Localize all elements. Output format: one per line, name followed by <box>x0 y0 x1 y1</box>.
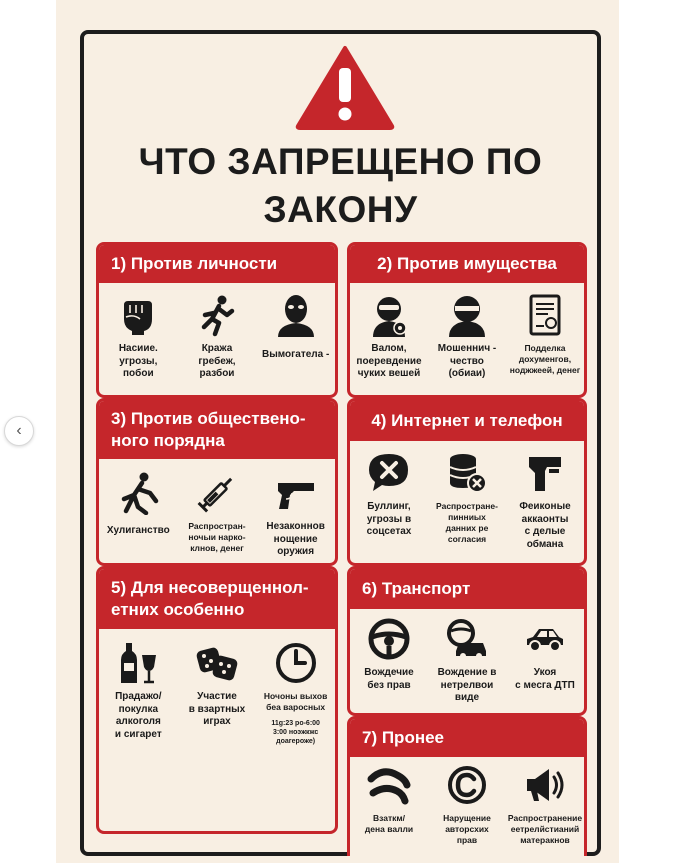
item-illegal-weapons <box>257 471 335 559</box>
item-drug-distribution <box>178 471 256 559</box>
hand-bribe-icon <box>367 763 411 807</box>
item-label: Валом, поеревдение чуких вешей <box>356 343 422 379</box>
database-x-icon <box>445 451 489 495</box>
item-label: Распростран- ночыи нарко- клнов, денег <box>188 521 246 553</box>
section-header: 7) Пронее <box>350 719 584 757</box>
item-label: Мошеннич - чество (обиаи) <box>437 343 497 379</box>
item-hooliganism <box>99 471 177 559</box>
card-transport <box>347 566 587 716</box>
item-forgery <box>506 293 583 381</box>
item-gambling <box>178 641 256 746</box>
syringe-icon <box>195 471 239 515</box>
item-robbery <box>350 293 427 381</box>
warning-triangle-icon <box>295 44 395 130</box>
section-header: 6) Транспорт <box>350 569 584 609</box>
item-driving-without-license <box>350 617 427 705</box>
item-label: Вымогатела - <box>261 349 330 360</box>
carousel-prev-button[interactable] <box>4 416 34 446</box>
item-drunk-driving <box>428 617 505 705</box>
section-header: 4) Интернет и телефон <box>350 401 584 441</box>
forged-document-icon <box>523 293 567 337</box>
clock-icon <box>274 641 318 685</box>
item-label: Кража гребеж, разбои <box>198 343 236 379</box>
item-label: Незаконнов нощение оружия <box>266 521 325 557</box>
section-header: 3) Против обществено- ного порядна <box>99 401 335 459</box>
card-other <box>347 716 587 856</box>
item-fraud <box>428 293 505 381</box>
section-header: 2) Против имущества <box>350 245 584 283</box>
ninja-icon <box>445 293 489 337</box>
item-label: Ночоны выхов беа варосных <box>263 691 328 712</box>
item-label: Буллинг, угрозы в соцсетах <box>366 501 412 537</box>
card-against-property <box>347 242 587 398</box>
running-person-icon <box>195 293 239 337</box>
card-against-person <box>96 242 338 398</box>
curfew-hours-note: 11g:23 po-6:00 3:00 ноэжкжс доагероже) <box>271 720 320 745</box>
speech-bubble-x-icon <box>367 451 411 495</box>
poster-title: ЧТО ЗАПРЕЩЕНО ПО ЗАКОНУ <box>138 141 543 230</box>
falling-person-icon <box>116 471 160 515</box>
item-label: Распространение еетрелйстианий матеракнов <box>507 813 583 845</box>
item-alcohol-sales <box>99 641 177 746</box>
steering-wheel-icon <box>367 617 411 661</box>
item-label: Феиконые аккаонты с делые обмана <box>519 501 571 550</box>
item-fake-accounts <box>506 451 583 551</box>
copyright-icon <box>445 763 489 807</box>
drunk-driving-icon <box>445 617 489 661</box>
card-minors <box>96 566 338 834</box>
item-bribery <box>350 763 427 846</box>
item-label: Укоя с месга ДТП <box>515 667 575 691</box>
item-label: Хулиганство <box>106 525 170 536</box>
gun-icon <box>523 451 567 495</box>
card-public-order <box>96 398 338 566</box>
item-extortion <box>257 293 335 381</box>
item-label: Взаткм/ дена валли <box>364 813 414 834</box>
poster <box>56 0 619 863</box>
pistol-icon <box>274 471 318 515</box>
item-violence <box>99 293 177 381</box>
megaphone-icon <box>523 763 567 807</box>
chevron-left-icon: ‹ <box>16 422 22 439</box>
item-extremist-materials <box>506 763 583 846</box>
item-theft <box>178 293 256 381</box>
item-label: Распростране- пинниых данних ре согласия <box>436 501 498 544</box>
fist-icon <box>116 293 160 337</box>
item-night-curfew <box>257 641 335 746</box>
section-header: 1) Против личности <box>99 245 335 283</box>
dice-icon <box>195 641 239 685</box>
item-label: Насиие. угрозы, побои <box>118 343 158 379</box>
item-label: Вождечие без прав <box>364 667 414 691</box>
item-data-leak <box>428 451 505 551</box>
bottle-glass-icon <box>116 641 160 685</box>
hooded-thief-icon <box>367 293 411 337</box>
item-leaving-accident <box>506 617 583 705</box>
section-header: 5) Для несоверщеннол- етних особенно <box>99 569 335 629</box>
item-copyright-infringement <box>428 763 505 846</box>
card-internet-phone <box>347 398 587 566</box>
item-label: Вождение в нетрелвои виде <box>437 667 497 703</box>
item-label: Участие в взартных играх <box>188 691 246 727</box>
item-bullying <box>350 451 427 551</box>
item-label: Подделка дохуменгов, ноджжеей, денег <box>509 343 581 375</box>
item-label: Нарущение авторсхих прав <box>443 813 491 845</box>
car-icon <box>523 617 567 661</box>
item-label: Прадажо/ покулка алкоголя и сигарет <box>114 691 162 740</box>
masked-person-icon <box>274 293 318 337</box>
